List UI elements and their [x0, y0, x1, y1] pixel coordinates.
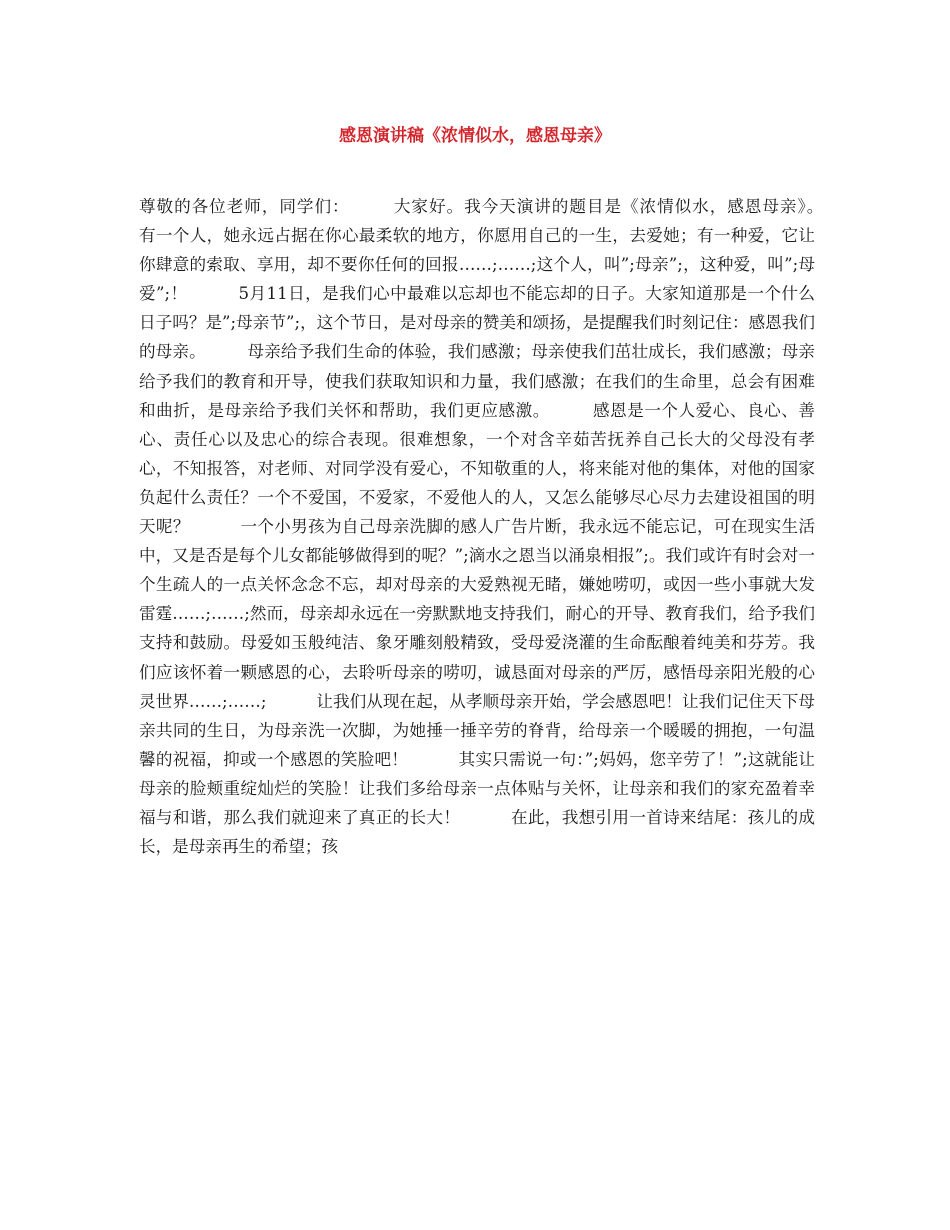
- document-body: 尊敬的各位老师，同学们： 大家好。我今天演讲的题目是《浓情似水，感恩母亲》。 有一个人，她永远占据在你心最柔软的地方，你愿用自己的一生，去爱她；有一种爱，它让你肆意的索取、享用，却不要你任何的回报……;……;这个人，叫”;母亲”;，这种爱，叫”;母爱”;！ 5月11日，是我们心中最难以忘却也不能忘却的日子。大家知道那是一个什么日子吗？是”;母亲节”;，这个节日，是对母亲的赞美和颂扬，是提醒我们时刻记住：感恩我们的母亲。 母亲给予我们生命的体验，我们感激；母亲使我们茁壮成长，我们感激；母亲给予我们的教育和开导，使我们获取知识和力量，我们感激；在我们的生命里，总会有困难和曲折，是母亲给予我们关怀和帮助，我们更应感激。 感恩是一个人爱心、良心、善心、责任心以及忠心的综合表现。很难想象，一个对含辛茹苦抚养自己长大的父母没有孝心，不知报答，对老师、对同学没有爱心，不知敬重的人，将来能对他的集体，对他的国家负起什么责任？一个不爱国，不爱家，不爱他人的人，又怎么能够尽心尽力去建设祖国的明天呢？ 一个小男孩为自己母亲洗脚的感人广告片断，我永远不能忘记，可在现实生活中，又是否是每个儿女都能够做得到的呢？”;滴水之恩当以涌泉相报”;。我们或许有时会对一个生疏人的一点关怀念念不忘，却对母亲的大爱熟视无睹，嫌她唠叨，或因一些小事就大发雷霆……;……;然而，母亲却永远在一旁默默地支持我们，耐心的开导、教育我们，给予我们支持和鼓励。母爱如玉般纯洁、象牙雕刻般精致，受母爱浇灌的生命酝酿着纯美和芬芳。我们应该怀着一颗感恩的心，去聆听母亲的唠叨，诚恳面对母亲的严厉，感悟母亲阳光般的心灵世界……;……; 让我们从现在起，从孝顺母亲开始，学会感恩吧！让我们记住天下母亲共同的生日，为母亲洗一次脚，为她捶一捶辛劳的脊背，给母亲一个暖暖的拥抱，一句温馨的祝福，抑或一个感恩的笑脸吧！ 其实只需说一句：”;妈妈，您辛劳了！”;这就能让母亲的脸颊重绽灿烂的笑脸！让我们多给母亲一点体贴与关怀，让母亲和我们的家充盈着幸福与和谐，那么我们就迎来了真正的长大！ 在此，我想引用一首诗来结尾：孩儿的成长，是母亲再生的希望；孩: [139, 197, 865, 857]
- document-title: 感恩演讲稿《浓情似水，感恩母亲》: [339, 126, 611, 146]
